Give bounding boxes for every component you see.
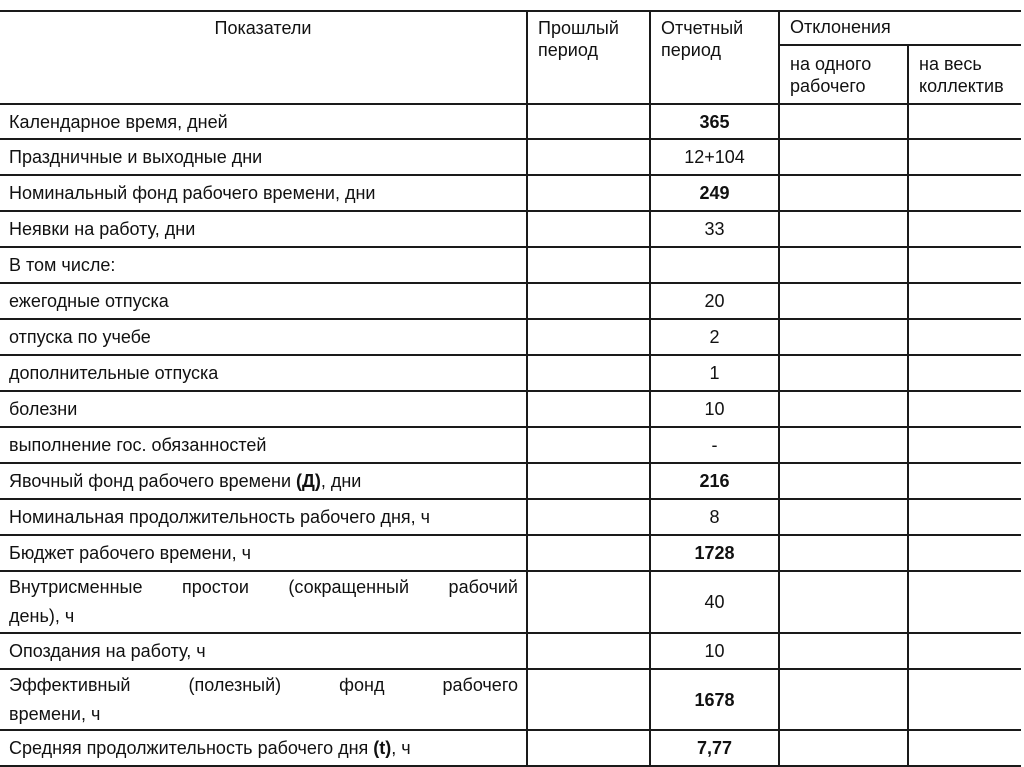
current-value xyxy=(650,247,779,283)
table-row xyxy=(0,319,1021,355)
whole-team-cell xyxy=(908,391,1021,427)
table-row xyxy=(0,247,1021,283)
table-row xyxy=(0,175,1021,211)
current-value: 1728 xyxy=(650,535,779,571)
previous-cell xyxy=(527,319,650,355)
previous-cell xyxy=(527,355,650,391)
per-worker-cell xyxy=(779,139,908,175)
row-label: Опоздания на работу, ч xyxy=(0,633,527,669)
row-label: Номинальная продолжительность рабочего дня, ч xyxy=(0,499,527,535)
table-row xyxy=(0,463,1021,499)
per-worker-cell xyxy=(779,319,908,355)
current-value: 2 xyxy=(650,319,779,355)
table-row xyxy=(0,730,1021,766)
row-label-line1: Внутрисменные простои (сокращенный рабочий xyxy=(9,577,518,597)
previous-cell xyxy=(527,730,650,766)
whole-team-cell xyxy=(908,463,1021,499)
row-label xyxy=(0,669,527,730)
row-label-part: , дни xyxy=(320,471,362,491)
previous-cell xyxy=(527,633,650,669)
table-row xyxy=(0,571,1021,633)
previous-cell xyxy=(527,427,650,463)
previous-cell xyxy=(527,391,650,427)
whole-team-cell xyxy=(908,499,1021,535)
header-whole-team: на весь коллектив xyxy=(908,45,1021,104)
whole-team-cell xyxy=(908,571,1021,633)
whole-team-cell xyxy=(908,247,1021,283)
table-row xyxy=(0,104,1021,139)
per-worker-cell xyxy=(779,175,908,211)
row-label-part: Явочный фонд рабочего времени xyxy=(9,471,297,491)
table-row xyxy=(0,499,1021,535)
table-row xyxy=(0,535,1021,571)
whole-team-cell xyxy=(908,319,1021,355)
previous-cell xyxy=(527,499,650,535)
per-worker-cell xyxy=(779,391,908,427)
row-label: дополнительные отпуска xyxy=(0,355,527,391)
whole-team-cell xyxy=(908,211,1021,247)
row-label: ежегодные отпуска xyxy=(0,283,527,319)
per-worker-cell xyxy=(779,355,908,391)
current-value: 7,77 xyxy=(650,730,779,766)
previous-cell xyxy=(527,139,650,175)
current-value: 249 xyxy=(650,175,779,211)
current-value: 216 xyxy=(650,463,779,499)
previous-cell xyxy=(527,463,650,499)
per-worker-cell xyxy=(779,247,908,283)
whole-team-cell xyxy=(908,283,1021,319)
previous-cell xyxy=(527,211,650,247)
row-label-line2: времени, ч xyxy=(9,703,101,724)
table-row xyxy=(0,211,1021,247)
row-label: Календарное время, дней xyxy=(0,104,527,139)
row-label-part: , ч xyxy=(391,738,411,758)
current-value: 1678 xyxy=(650,669,779,730)
header-previous-period: Прошлый период xyxy=(527,11,650,104)
table-row xyxy=(0,427,1021,463)
whole-team-cell xyxy=(908,139,1021,175)
whole-team-cell xyxy=(908,104,1021,139)
row-label-part: Средняя продолжительность рабочего дня xyxy=(9,738,374,758)
row-label: В том числе: xyxy=(0,247,527,283)
previous-cell xyxy=(527,175,650,211)
row-label: Праздничные и выходные дни xyxy=(0,139,527,175)
header-deviations: Отклонения xyxy=(779,11,1021,45)
previous-cell xyxy=(527,283,650,319)
per-worker-cell xyxy=(779,427,908,463)
previous-cell xyxy=(527,571,650,633)
current-value: 40 xyxy=(650,571,779,633)
row-label xyxy=(0,571,527,633)
previous-cell xyxy=(527,104,650,139)
table-row xyxy=(0,633,1021,669)
row-label xyxy=(0,730,527,766)
working-time-table xyxy=(0,10,1021,767)
current-value: 8 xyxy=(650,499,779,535)
whole-team-cell xyxy=(908,535,1021,571)
per-worker-cell xyxy=(779,571,908,633)
whole-team-cell xyxy=(908,669,1021,730)
table-row xyxy=(0,669,1021,730)
whole-team-cell xyxy=(908,427,1021,463)
per-worker-cell xyxy=(779,730,908,766)
table-row xyxy=(0,391,1021,427)
row-label-bold: (t) xyxy=(373,738,392,758)
current-value: 365 xyxy=(650,104,779,139)
per-worker-cell xyxy=(779,104,908,139)
row-label: выполнение гос. обязанностей xyxy=(0,427,527,463)
per-worker-cell xyxy=(779,283,908,319)
row-label-bold: (Д) xyxy=(296,471,321,491)
header-per-worker: на одного рабочего xyxy=(779,45,908,104)
per-worker-cell xyxy=(779,499,908,535)
previous-cell xyxy=(527,669,650,730)
whole-team-cell xyxy=(908,633,1021,669)
row-label xyxy=(0,463,527,499)
header-indicators: Показатели xyxy=(0,11,527,104)
previous-cell xyxy=(527,535,650,571)
current-value: - xyxy=(650,427,779,463)
current-value: 10 xyxy=(650,633,779,669)
per-worker-cell xyxy=(779,535,908,571)
row-label: Неявки на работу, дни xyxy=(0,211,527,247)
current-value: 10 xyxy=(650,391,779,427)
previous-cell xyxy=(527,247,650,283)
row-label: болезни xyxy=(0,391,527,427)
current-value: 20 xyxy=(650,283,779,319)
whole-team-cell xyxy=(908,175,1021,211)
row-label: отпуска по учебе xyxy=(0,319,527,355)
table-row xyxy=(0,139,1021,175)
row-label: Номинальный фонд рабочего времени, дни xyxy=(0,175,527,211)
per-worker-cell xyxy=(779,633,908,669)
current-value: 1 xyxy=(650,355,779,391)
per-worker-cell xyxy=(779,211,908,247)
per-worker-cell xyxy=(779,669,908,730)
table-row xyxy=(0,283,1021,319)
whole-team-cell xyxy=(908,355,1021,391)
whole-team-cell xyxy=(908,730,1021,766)
current-value: 12+104 xyxy=(650,139,779,175)
row-label-line2: день), ч xyxy=(9,606,75,626)
current-value: 33 xyxy=(650,211,779,247)
row-label: Бюджет рабочего времени, ч xyxy=(0,535,527,571)
header-current-period: Отчетный период xyxy=(650,11,779,104)
row-label-line1: Эффективный (полезный) фонд рабочего xyxy=(9,674,518,695)
table-row xyxy=(0,355,1021,391)
per-worker-cell xyxy=(779,463,908,499)
